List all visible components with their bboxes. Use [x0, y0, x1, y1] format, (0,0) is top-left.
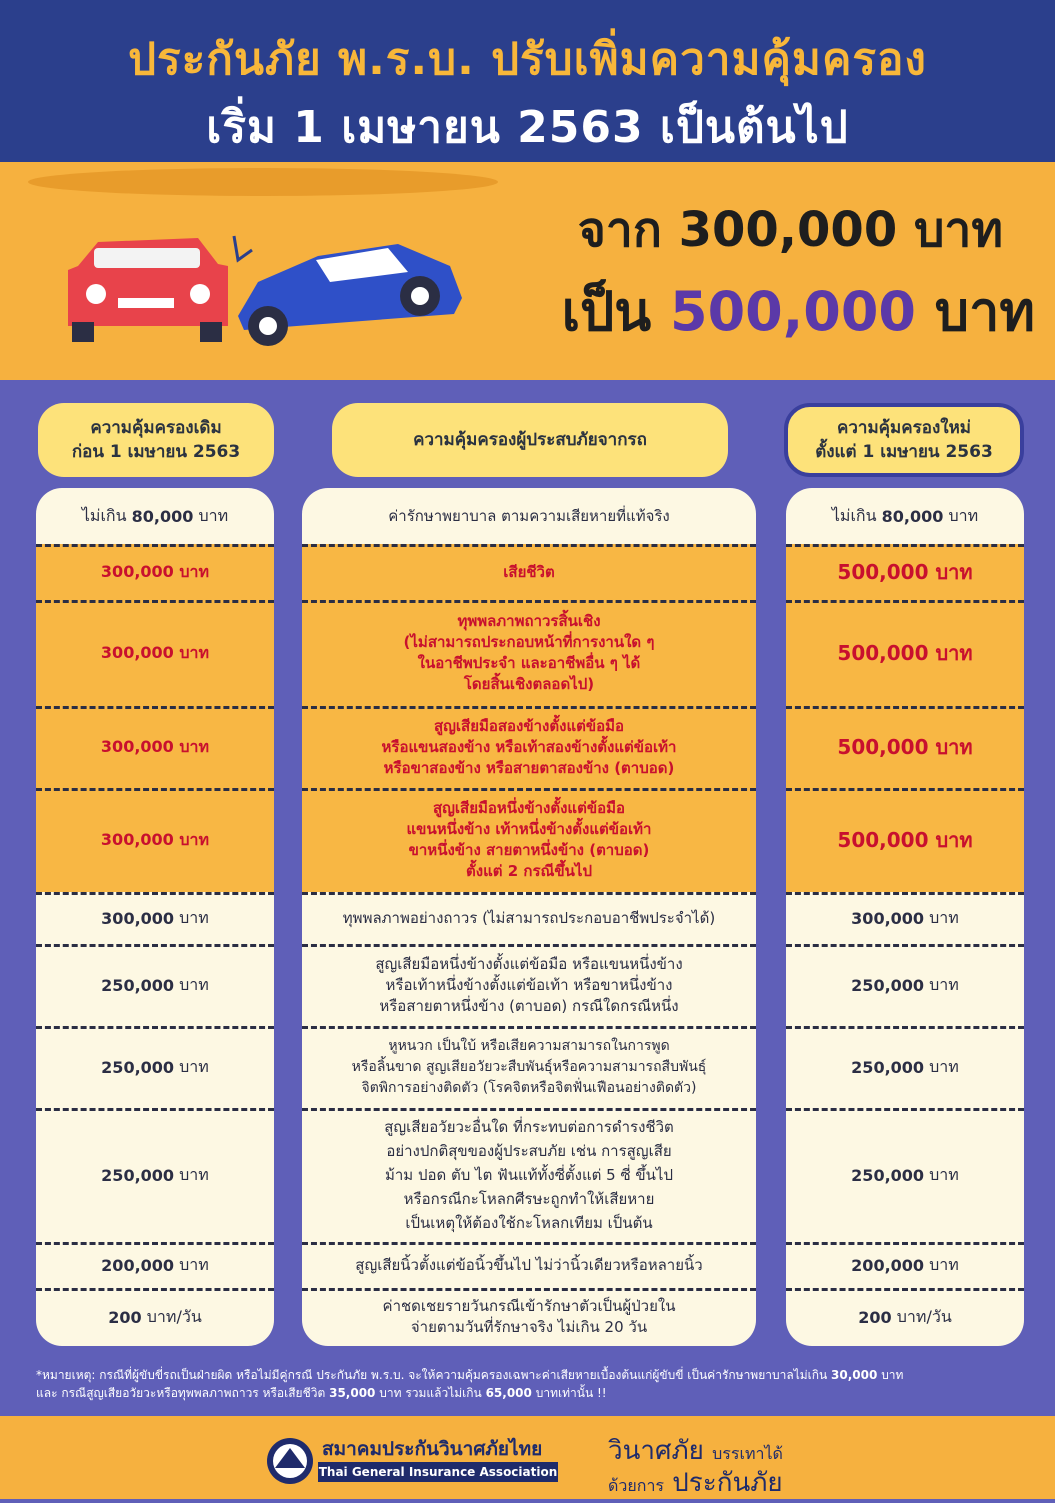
- old-unit: บาท: [198, 505, 229, 525]
- row-divider: [786, 1242, 1024, 1245]
- old-unit: บาท: [179, 1164, 209, 1184]
- table-cell-new: [786, 892, 1024, 944]
- desc-line: หูหนวก เป็นใบ้ หรือเสียความสามารถในการพูด: [388, 1037, 670, 1054]
- footnote: [36, 1366, 1026, 1402]
- new-amount: 250,000: [851, 975, 925, 995]
- row-divider: [302, 706, 756, 709]
- note-text: บาท: [881, 1368, 904, 1382]
- desc-line: สูญเสียมือหนึ่งข้างตั้งแต่ข้อมือ หรือแขนหนึ่งข้าง: [375, 954, 683, 973]
- row-divider: [36, 1108, 274, 1111]
- desc-line: สูญเสียนิ้วตั้งแต่ข้อนิ้วขึ้นไป ไม่ว่านิ้วเดียวหรือหลายนิ้ว: [355, 1255, 703, 1274]
- table-cell-desc: [302, 944, 756, 1026]
- row-divider: [786, 1108, 1024, 1111]
- old-unit: บาท: [179, 1254, 209, 1274]
- desc-line: สูญเสียมือสองข้างตั้งแต่ข้อมือ: [433, 716, 625, 735]
- desc-line: สูญเสียมือหนึ่งข้างตั้งแต่ข้อมือ: [432, 799, 625, 817]
- desc-line: ในอาชีพประจำ และอาชีพอื่น ๆ ได้: [417, 654, 641, 672]
- slogan-small: ด้วยการ: [608, 1476, 665, 1495]
- table-cell-new: [786, 1242, 1024, 1288]
- row-divider: [302, 544, 756, 547]
- note-text: *หมายเหตุ: กรณีที่ผู้ขับขี่รถเป็นฝ่ายผิด หรือไม่มีคู่กรณี ประกันภัย พ.ร.บ. จะให้ความคุ้มครองเฉพาะค่าเสียหายเบื้องต้นแก่ผู้ขับขี่ เป็นค่ารักษาพยาบาลไม่เกิน: [36, 1368, 828, 1382]
- new-coverage-title: ความคุ้มครองใหม่: [837, 418, 971, 438]
- table-cell-old: 300,000 บาท: [36, 600, 274, 706]
- hero-to-number: 500,000: [670, 280, 916, 343]
- desc-line: จ่ายตามวันที่รักษาจริง ไม่เกิน 20 วัน: [410, 1318, 648, 1336]
- table-cell-desc: [302, 600, 756, 706]
- note-text: และ กรณีสูญเสียอวัยวะหรือทุพพลภาพถาวร หรือเสียชีวิต: [36, 1386, 326, 1400]
- table-cell-old: [36, 892, 274, 944]
- desc-line: อย่างปกติสุขของผู้ประสบภัย เช่น การสูญเสีย: [386, 1142, 672, 1160]
- car-crash-illustration: [58, 226, 488, 356]
- hero-to-suffix: บาท: [934, 280, 1035, 343]
- old-coverage-header: [38, 403, 274, 477]
- new-coverage-header: [784, 403, 1024, 477]
- old-amount: 250,000: [101, 1057, 175, 1077]
- table-cell-new: [786, 1288, 1024, 1346]
- hero-to-amount: [562, 268, 1035, 354]
- desc-line: หรือขาสองข้าง หรือสายตาสองข้าง (ตาบอด): [383, 758, 675, 777]
- table-cell-old: [36, 1242, 274, 1288]
- table-cell-desc: [302, 1108, 756, 1242]
- old-amount: 250,000: [101, 975, 175, 995]
- row-divider: [786, 944, 1024, 947]
- desc-line: ทุพพลภาพถาวรสิ้นเชิง: [457, 612, 601, 630]
- desc-line: จิตพิการอย่างติดตัว (โรคจิตหรือจิตฟั่นเฟือนอย่างติดตัว): [361, 1079, 697, 1096]
- row-divider: [786, 600, 1024, 603]
- table-cell-desc: [302, 488, 756, 544]
- row-divider: [786, 544, 1024, 547]
- row-divider: [36, 544, 274, 547]
- old-amount: 300,000: [101, 908, 175, 928]
- new-unit: บาท: [948, 505, 979, 525]
- old-coverage-title: ความคุ้มครองเดิม: [90, 418, 222, 438]
- old-amount: 200: [108, 1307, 142, 1327]
- desc-line: เสียชีวิต: [503, 562, 555, 581]
- new-unit: บาท: [929, 1254, 959, 1274]
- old-unit: บาท/วัน: [146, 1306, 202, 1326]
- note-amount: 65,000: [485, 1386, 532, 1400]
- row-divider: [36, 1288, 274, 1291]
- new-amount: 250,000: [851, 1057, 925, 1077]
- desc-line: สูญเสียอวัยวะอื่นใด ที่กระทบต่อการดำรงชีวิต: [384, 1118, 674, 1136]
- table-cell-desc: [302, 544, 756, 600]
- slogan-small: บรรเทาได้: [712, 1444, 783, 1463]
- desc-line: ค่าชดเชยรายวันกรณีเข้ารักษาตัวเป็นผู้ป่วยใน: [382, 1297, 676, 1315]
- row-divider: [36, 892, 274, 895]
- note-text: บาท รวมแล้วไม่เกิน: [379, 1386, 482, 1400]
- new-prefix: ไม่เกิน: [831, 505, 877, 525]
- table-cell-old: 300,000 บาท: [36, 706, 274, 788]
- row-divider: [302, 944, 756, 947]
- row-divider: [302, 1026, 756, 1029]
- table-cell-desc: [302, 1242, 756, 1288]
- table-cell-old: [36, 944, 274, 1026]
- new-unit: บาท/วัน: [896, 1306, 952, 1326]
- table-cell-new: [786, 1026, 1024, 1108]
- old-prefix: ไม่เกิน: [81, 505, 127, 525]
- desc-line: ตั้งแต่ 2 กรณีขึ้นไป: [466, 862, 592, 880]
- note-text: บาทเท่านั้น !!: [535, 1386, 607, 1400]
- table-cell-old: [36, 488, 274, 544]
- table-cell-desc: [302, 892, 756, 944]
- table-cell-old: [36, 1108, 274, 1242]
- row-divider: [786, 1026, 1024, 1029]
- desc-line: หรือลิ้นขาด สูญเสียอวัยวะสืบพันธุ์หรือความสามารถสืบพันธุ์: [351, 1058, 707, 1075]
- row-divider: [36, 944, 274, 947]
- hero-from-amount: จาก 300,000 บาท: [577, 202, 1003, 258]
- row-divider: [36, 1026, 274, 1029]
- title-line-1: ประกันภัย พ.ร.บ. ปรับเพิ่มความคุ้มครอง: [128, 34, 927, 85]
- old-unit: บาท: [179, 907, 209, 927]
- old-coverage-column: [36, 488, 274, 1346]
- association-name-english: Thai General Insurance Association: [318, 1462, 558, 1482]
- slogan-word: วินาศภัย: [608, 1436, 704, 1466]
- association-logo-icon: [265, 1436, 315, 1486]
- old-amount: 200,000: [101, 1255, 175, 1275]
- old-amount: 80,000: [131, 506, 194, 526]
- row-divider: [302, 600, 756, 603]
- old-coverage-date: ก่อน 1 เมษายน 2563: [71, 442, 241, 462]
- old-unit: บาท: [179, 1056, 209, 1076]
- new-unit: บาท: [929, 974, 959, 994]
- table-cell-old: 300,000 บาท: [36, 788, 274, 892]
- red-car-icon: [68, 238, 228, 342]
- note-amount: 30,000: [831, 1368, 878, 1382]
- title-line-2: เริ่ม 1 เมษายน 2563 เป็นต้นไป: [206, 102, 849, 153]
- row-divider: [302, 788, 756, 791]
- desc-line: ทุพพลภาพอย่างถาวร (ไม่สามารถประกอบอาชีพประจำได้): [342, 908, 716, 927]
- table-cell-new: [786, 488, 1024, 544]
- row-divider: [786, 706, 1024, 709]
- old-unit: บาท: [179, 974, 209, 994]
- row-divider: [302, 892, 756, 895]
- table-cell-old: [36, 1026, 274, 1108]
- table-cell-new: [786, 1108, 1024, 1242]
- table-cell-new: [786, 944, 1024, 1026]
- table-cell-new: 500,000 บาท: [786, 544, 1024, 600]
- table-cell-desc: [302, 706, 756, 788]
- old-amount: 250,000: [101, 1165, 175, 1185]
- new-amount: 80,000: [881, 506, 944, 526]
- table-cell-new: 500,000 บาท: [786, 706, 1024, 788]
- table-cell-desc: [302, 1026, 756, 1108]
- row-divider: [36, 706, 274, 709]
- new-amount: 200: [858, 1307, 892, 1327]
- table-cell-old: 300,000 บาท: [36, 544, 274, 600]
- row-divider: [786, 788, 1024, 791]
- blue-car-icon: [234, 236, 462, 346]
- slogan-word: ประกันภัย: [672, 1468, 783, 1498]
- new-coverage-column: [786, 488, 1024, 1346]
- table-cell-old: [36, 1288, 274, 1346]
- coverage-type-column: [302, 488, 756, 1346]
- desc-line: หรือแขนสองข้าง หรือเท้าสองข้างตั้งแต่ข้อเท้า: [381, 737, 677, 756]
- desc-line: ม้าม ปอด ตับ ไต ฟันแท้ทั้งซี่ตั้งแต่ 5 ซี่ ขึ้นไป: [385, 1166, 673, 1184]
- car-shadow: [28, 168, 498, 196]
- desc-line: หรือเท้าหนึ่งข้างตั้งแต่ข้อเท้า หรือขาหนึ่งข้าง: [385, 975, 673, 994]
- coverage-type-header: ความคุ้มครองผู้ประสบภัยจากรถ: [332, 403, 728, 477]
- desc-line: ขาหนึ่งข้าง สายตาหนึ่งข้าง (ตาบอด): [408, 841, 650, 859]
- desc-line: หรือสายตาหนึ่งข้าง (ตาบอด) กรณีใดกรณีหนึ่ง: [379, 996, 679, 1015]
- row-divider: [36, 788, 274, 791]
- slogan-line-2: [608, 1462, 783, 1503]
- desc-line: แขนหนึ่งข้าง เท้าหนึ่งข้างตั้งแต่ข้อเท้า: [406, 820, 652, 838]
- hero-to-prefix: เป็น: [561, 280, 652, 343]
- new-amount: 200,000: [851, 1255, 925, 1275]
- new-unit: บาท: [929, 1164, 959, 1184]
- row-divider: [786, 1288, 1024, 1291]
- table-cell-desc: [302, 1288, 756, 1346]
- table-cell-new: 500,000 บาท: [786, 788, 1024, 892]
- desc-line: (ไม่สามารถประกอบหน้าที่การงานใด ๆ: [403, 633, 655, 651]
- new-unit: บาท: [929, 1056, 959, 1076]
- desc-line: ค่ารักษาพยาบาล ตามความเสียหายที่แท้จริง: [388, 506, 670, 525]
- row-divider: [302, 1108, 756, 1111]
- row-divider: [302, 1242, 756, 1245]
- association-name-thai: สมาคมประกันวินาศภัยไทย: [322, 1438, 543, 1460]
- table-cell-new: 500,000 บาท: [786, 600, 1024, 706]
- new-amount: 250,000: [851, 1165, 925, 1185]
- row-divider: [786, 892, 1024, 895]
- row-divider: [36, 600, 274, 603]
- desc-line: โดยสิ้นเชิงตลอดไป): [463, 675, 595, 693]
- row-divider: [36, 1242, 274, 1245]
- desc-line: เป็นเหตุให้ต้องใช้กะโหลกเทียม เป็นต้น: [405, 1214, 653, 1232]
- new-coverage-date: ตั้งแต่ 1 เมษายน 2563: [815, 442, 993, 462]
- table-cell-desc: [302, 788, 756, 892]
- new-unit: บาท: [929, 907, 959, 927]
- desc-line: หรือกรณีกะโหลกศีรษะถูกทำให้เสียหาย: [403, 1190, 655, 1208]
- row-divider: [302, 1288, 756, 1291]
- note-amount: 35,000: [329, 1386, 376, 1400]
- new-amount: 300,000: [851, 908, 925, 928]
